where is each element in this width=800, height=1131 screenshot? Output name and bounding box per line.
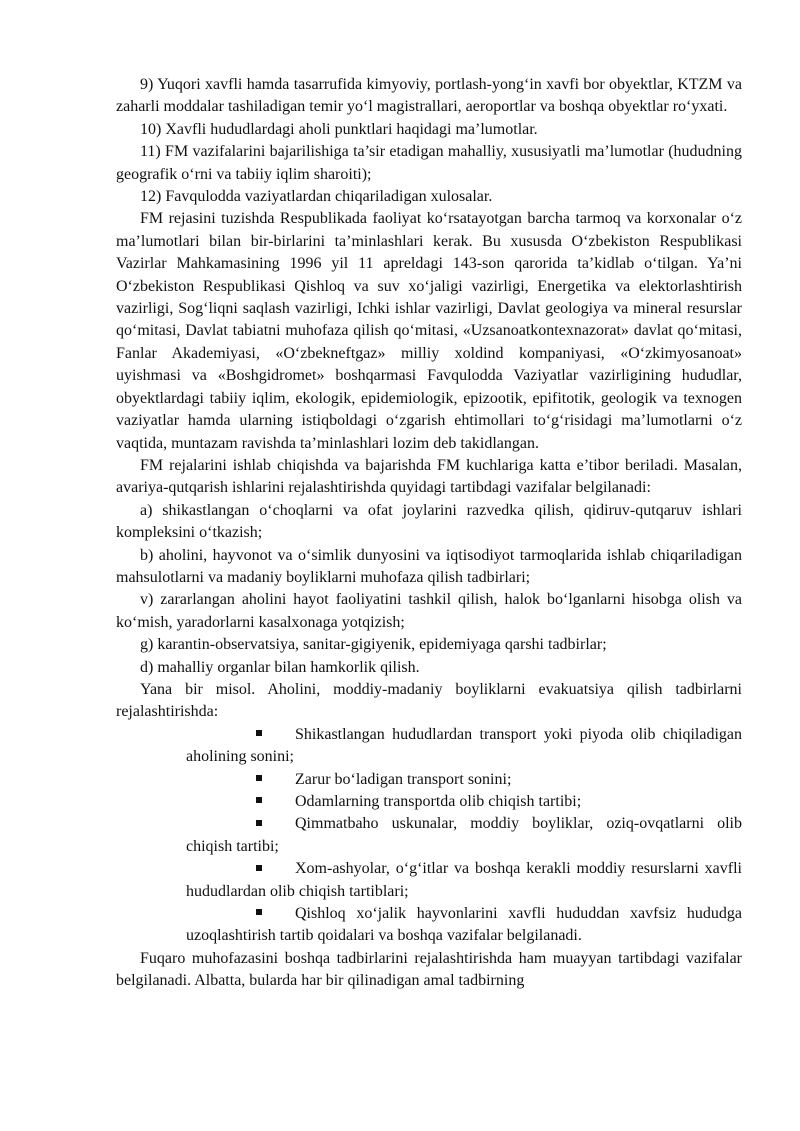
paragraph-other-measures: Fuqaro muhofazasini boshqa tadbirlarini rejalashtirishda ham muayyan tartibdagi vazifalar belgilanadi. Albatta, bularda har bir qilinadigan amal tadbirning [116, 949, 742, 990]
list-item-text: Odamlarning transportda olib chiqish tartibi; [295, 793, 582, 810]
square-bullet-icon [256, 775, 262, 781]
paragraph-item-12: 12) Favqulodda vaziyatlardan chiqariladigan xulosalar. [140, 188, 493, 206]
list-item-text: Qimmatbaho uskunalar, moddiy boyliklar, oziq-ovqatlarni olib chiqish tartibi; [186, 815, 742, 855]
square-bullet-icon [256, 865, 262, 871]
paragraph-item-10: 10) Xavfli hududlardagi aholi punktlari haqidagi ma’lumotlar. [140, 120, 538, 138]
paragraph-task-g: g) karantin-observatsiya, sanitar-gigiyenik, epidemiyaga qarshi tadbirlar; [140, 636, 607, 654]
list-item-text: Shikastlangan hududlardan transport yoki piyoda olib chiqiladigan aholining sonini; [186, 725, 742, 766]
paragraph-task-v: v) zararlangan aholini hayot faoliyatini tashkil qilish, halok bo‘lganlarni hisobga olish va ko‘mish, yaradorlarni kasalxonaga yotqizish; [116, 591, 742, 631]
list-item [186, 903, 742, 948]
square-bullet-icon [256, 909, 262, 915]
square-bullet-icon [256, 797, 262, 803]
paragraph-item-11: 11) FM vazifalarini bajarilishiga ta’sir etadigan mahalliy, xususiyatli ma’lumotlar (hududning geografik o‘rni va tabiiy iqlim sharoiti); [116, 143, 742, 183]
paragraph-fm-forces: FM rejalarini ishlab chiqishda va bajarishda FM kuchlariga katta e’tibor beriladi. Masalan, avariya-qutqarish ishlarini rejalashtirishda quyidagi tartibdagi vazifalar belgilanadi: [116, 456, 742, 497]
list-item-text: Zarur bo‘ladigan transport sonini; [295, 770, 512, 788]
paragraph-item-9: 9) Yuqori xavfli hamda tasarrufida kimyoviy, portlash-yong‘in xavfi bor obyektlar, KTZM va zaharli moddalar tashiladigan temir yo‘l magistrallari, aeroportlar va boshqa obyektlar ro‘yxati. [116, 76, 742, 116]
list-item [186, 724, 742, 769]
paragraph-evacuation-intro: Yana bir misol. Aholini, moddiy-madaniy boyliklarni evakuatsiya qilish tadbirlarni rejalashtirishda: [116, 680, 742, 721]
evacuation-bullet-list [116, 724, 742, 948]
square-bullet-icon [256, 820, 262, 826]
square-bullet-icon [256, 730, 262, 736]
list-item [186, 791, 742, 813]
paragraph-task-d: d) mahalliy organlar bilan hamkorlik qilish. [140, 658, 420, 676]
list-item-text: Xom-ashyolar, o‘g‘itlar va boshqa kerakli moddiy resurslarni xavfli hududlardan olib chiqish tartiblari; [186, 860, 742, 900]
document-page [116, 74, 742, 993]
list-item-text: Qishloq xo‘jalik hayvonlarini xavfli hududdan xavfsiz hududga uzoqlashtirish tartib qoidalari va boshqa vazifalar belgilanadi. [186, 905, 742, 945]
paragraph-fm-plan: FM rejasini tuzishda Respublikada faoliyat ko‘rsatayotgan barcha tarmoq va korxonalar o‘z ma’lumotlari bilan bir-birlarini ta’minlashlari kerak. Bu xususda O‘zbekiston Respublikasi Vazirlar Mahkamasining 1996 yil 11 apreldagi 143-son qarorida ta’kidlab o‘tilgan. Ya’ni O‘zbekiston Respublikasi Qishloq va suv xo‘jaligi vazirligi, Energetika va elektorlashtirish vazirligi, Sog‘liqni saqlash vazirligi, Ichki ishlar vazirligi, Davlat geologiya va mineral resurslar qo‘mitasi, Davlat tabiatni muhofaza qilish qo‘mitasi, «Uzsanoatkontexnazorat» davlat qo‘mitasi, Fanlar Akademiyasi, «O‘zbekneftgaz» milliy xoldind kompaniyasi, «O‘zkimyosanoat» uyishmasi va «Boshgidromet» boshqarmasi Favqulodda Vaziyatlar vazirligining hududlar, obyektlardagi tabiiy iqlim, ekologik, epidemiologik, epizootik, epifitotik, geologik va texnogen vaziyatlar hamda ularning istiqboldagi o‘zgarish ehtimollari to‘g‘risidagi ma’lumotlarni o‘z vaqtida, muntazam ravishda ta’minlashlari lozim deb takidlangan. [116, 210, 742, 452]
paragraph-task-a: a) shikastlangan o‘choqlarni va ofat joylarini razvedka qilish, qidiruv-qutqaruv ishlari kompleksini o‘tkazish; [116, 501, 742, 542]
list-item [186, 858, 742, 903]
list-item [186, 769, 742, 791]
list-item [186, 813, 742, 858]
paragraph-task-b: b) aholini, hayvonot va o‘simlik dunyosini va iqtisodiyot tarmoqlarida ishlab chiqariladigan mahsulotlarni va madaniy boyliklarni muhofaza qilish tadbirlari; [116, 546, 742, 586]
